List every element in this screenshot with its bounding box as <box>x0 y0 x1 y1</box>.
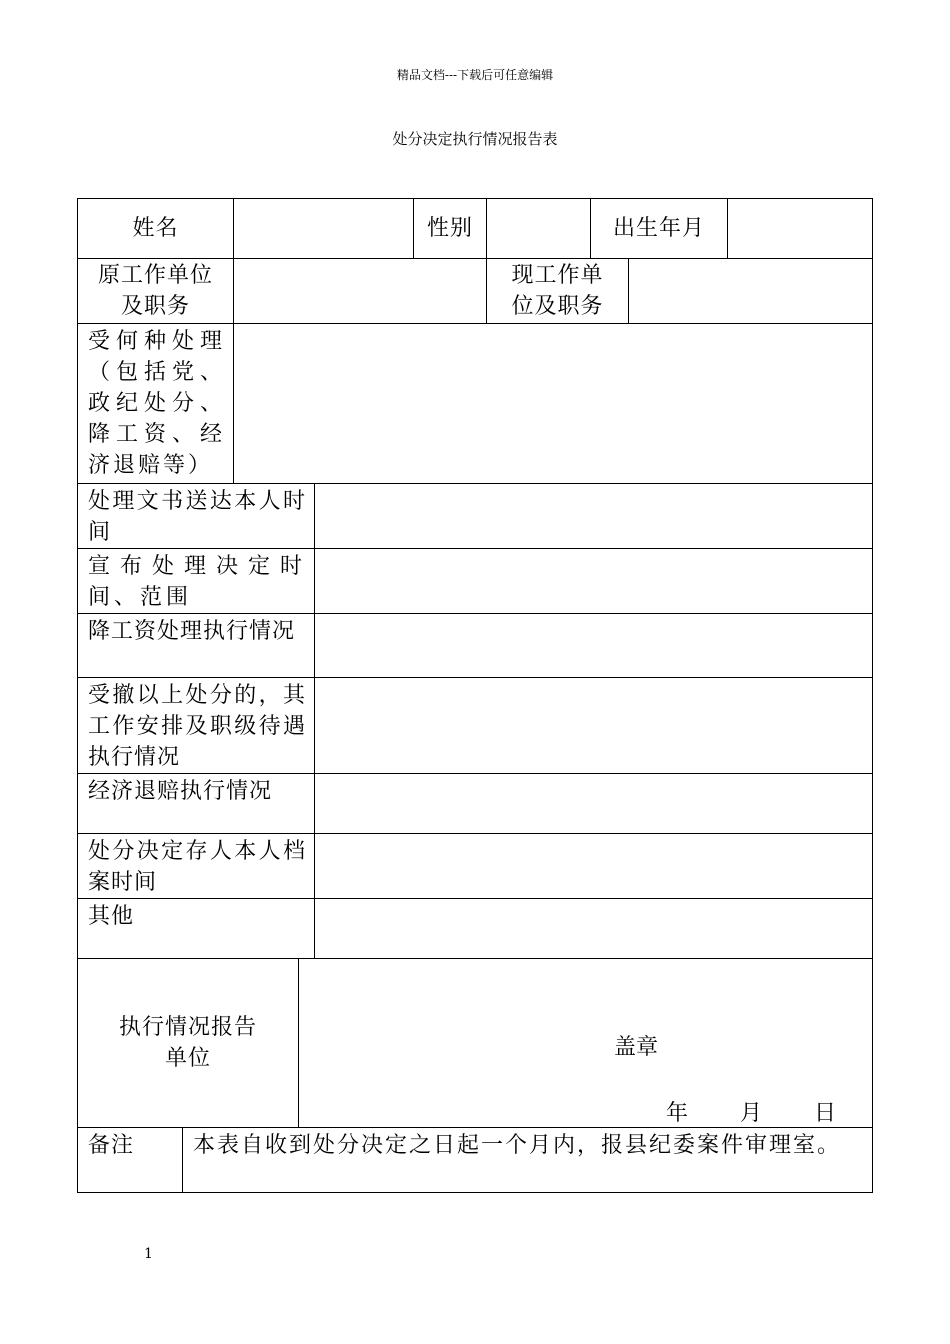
announcement-label: 宣布处理决定时间、范围 <box>88 554 306 610</box>
archive-time-label: 处分决定存人本人档案时间 <box>88 839 306 895</box>
page-header: 精品文档---下载后可任意编辑 <box>396 68 554 82</box>
other-field[interactable] <box>315 899 872 958</box>
gender-label: 性别 <box>426 216 473 241</box>
report-unit-label: 执行情况报告单位 <box>118 1015 257 1071</box>
table-border-bottom <box>77 1192 873 1193</box>
date-line <box>666 1096 836 1127</box>
name-field[interactable] <box>234 199 413 258</box>
original-unit-label: 原工作单位及职务 <box>97 263 213 319</box>
other-label: 其他 <box>88 904 135 929</box>
salary-reduction-field[interactable] <box>315 614 872 677</box>
dismissal-arrangement-field[interactable] <box>315 678 872 773</box>
date-year-label: 年 <box>666 1101 689 1126</box>
date-day-label: 日 <box>814 1101 837 1126</box>
restitution-label: 经济退赔执行情况 <box>88 779 273 804</box>
restitution-field[interactable] <box>315 774 872 833</box>
archive-time-field[interactable] <box>315 834 872 898</box>
table-border-right <box>872 198 873 1193</box>
punishment-type-label: 受何种处理（包括党、政纪处分、降工资、经济退赔等） <box>88 329 225 478</box>
dismissal-arrangement-label: 受撤以上处分的，其工作安排及职级待遇执行情况 <box>88 683 306 770</box>
delivery-time-label: 处理文书送达本人时间 <box>88 489 306 545</box>
birth-date-field[interactable] <box>728 199 872 258</box>
delivery-time-field[interactable] <box>315 484 872 548</box>
salary-reduction-label: 降工资处理执行情况 <box>88 619 296 644</box>
remarks-label: 备注 <box>88 1133 135 1158</box>
announcement-field[interactable] <box>315 549 872 613</box>
stamp-label: 盖章 <box>614 1035 659 1060</box>
page-number: 1 <box>144 1246 153 1262</box>
remarks-text: 本表自收到处分决定之日起一个月内，报县纪委案件审理室。 <box>193 1133 842 1158</box>
punishment-type-field[interactable] <box>234 324 872 483</box>
date-month-label: 月 <box>740 1101 763 1126</box>
gender-field[interactable] <box>487 199 590 258</box>
original-unit-field[interactable] <box>234 259 486 323</box>
current-unit-label: 现工作单位及职务 <box>511 263 604 319</box>
name-label: 姓名 <box>132 216 179 241</box>
birth-date-label: 出生年月 <box>612 216 705 241</box>
current-unit-field[interactable] <box>629 259 872 323</box>
form-title: 处分决定执行情况报告表 <box>392 130 558 148</box>
